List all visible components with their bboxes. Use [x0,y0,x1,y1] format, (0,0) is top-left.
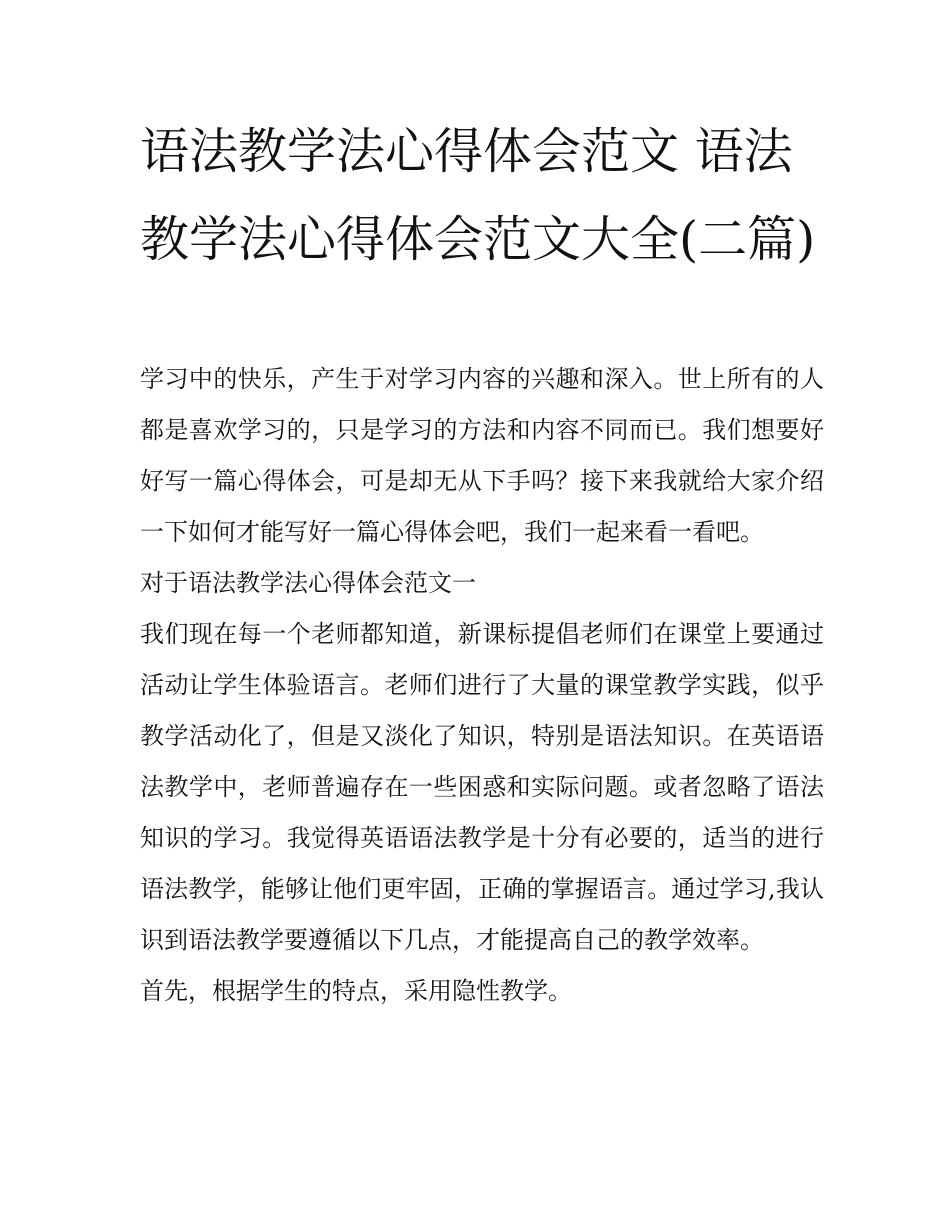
document-body [140,354,824,1017]
intro-paragraph: 学习中的快乐，产生于对学习内容的兴趣和深入。世上所有的人都是喜欢学习的，只是学习的方法和内容不同而已。我们想要好好写一篇心得体会，可是却无从下手吗？接下来我就给大家介绍一下如何才能写好一篇心得体会吧，我们一起来看一看吧。 [140,365,824,546]
body-paragraph: 我们现在每一个老师都知道，新课标提倡老师们在课堂上要通过活动让学生体验语言。老师们进行了大量的课堂教学实践，似乎教学活动化了，但是又淡化了知识，特别是语法知识。在英语语法教学中，老师普遍存在一些困惑和实际问题。或者忽略了语法知识的学习。我觉得英语语法教学是十分有必要的，适当的进行语法教学，能够让他们更牢固，正确的掌握语言。通过学习,我认识到语法教学要遵循以下几点，才能提高自己的教学效率。 [140,620,824,954]
section-heading: 对于语法教学法心得体会范文一 [140,569,476,597]
body-paragraph: 首先，根据学生的特点，采用隐性教学。 [140,977,572,1005]
document-title: 语法教学法心得体会范文 语法教学法心得体会范文大全(二篇) [140,123,816,268]
